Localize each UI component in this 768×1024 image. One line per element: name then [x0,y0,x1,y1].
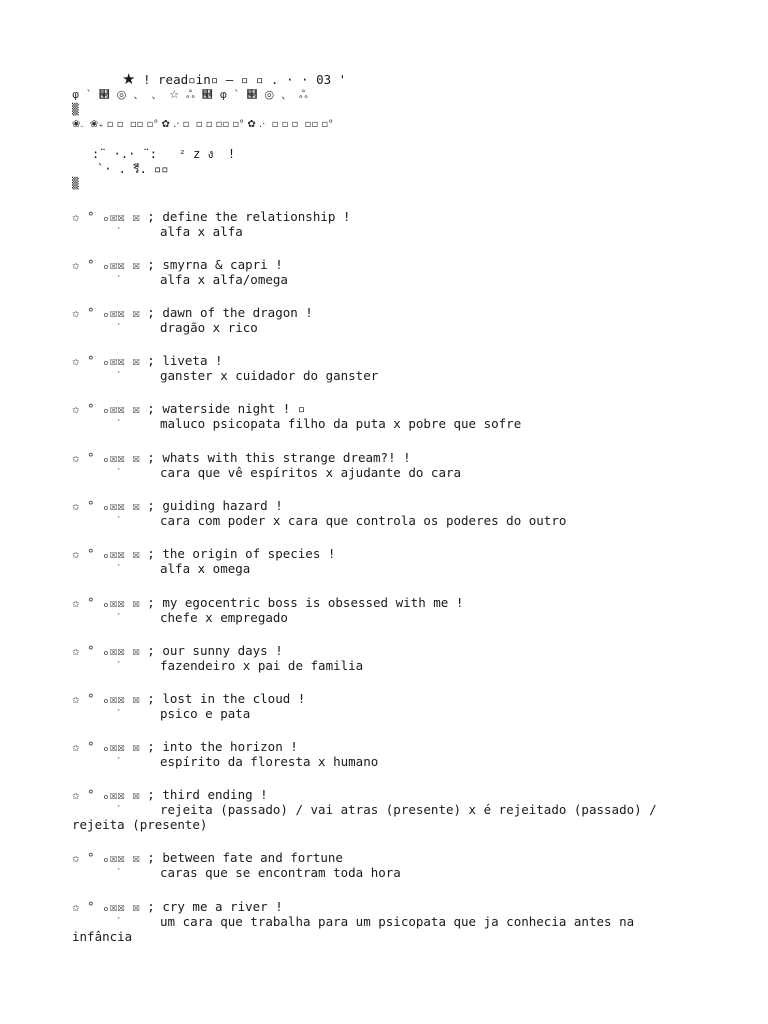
bullet-ornament: ✩ ° ₒ☒☒ ☒ [72,257,140,272]
list-item [72,353,712,383]
title-text: ! read▫in▫ — ▫ ▫ . · · 03 ' [142,72,347,87]
entry-title-line [72,595,712,610]
sub-dot: · [116,706,122,716]
bullet-ornament: ✩ ° ₒ☒☒ ☒ [72,643,140,658]
entry-subtitle-line [72,561,712,576]
entry-title: ; liveta ! [147,353,223,368]
sub-dot: · [116,561,122,571]
bullet-ornament: ✩ ° ₒ☒☒ ☒ [72,353,140,368]
list-item [72,498,712,528]
sub-dot: · [116,513,122,523]
entry-subtitle-line [72,706,712,721]
entry-subtitle-line [72,465,712,480]
entry-subtitle-line [72,865,712,880]
list-item [72,209,712,239]
entry-subtitle-line [72,914,712,929]
list-item [72,257,712,287]
entry-title-line [72,643,712,658]
decorative-symbol-row: φ ˋ ๢ ◎ 、 、 ☆ ஃ ๥ φ ˋ ๢ ◎ 、 ஃ [72,88,308,101]
entry-subtitle: maluco psicopata filho da puta x pobre que sofre [160,416,522,431]
entry-title-line [72,498,712,513]
bullet-ornament: ✩ ° ₒ☒☒ ☒ [72,739,140,754]
list-item [72,643,712,673]
entry-subtitle-line [72,320,712,335]
entry-subtitle: um cara que trabalha para um psicopata que ja conhecia antes na [160,914,635,929]
entry-subtitle: alfa x alfa [160,224,243,239]
entry-title-line [72,546,712,561]
entry-subtitle-line [72,272,712,287]
bullet-ornament: ✩ ° ₒ☒☒ ☒ [72,305,140,320]
bullet-ornament: ✩ ° ₒ☒☒ ☒ [72,401,140,416]
kaomoji-line-1: :¨ ·.· ¨: ᶻ z ง ! [92,147,236,161]
entry-subtitle-line [72,754,712,769]
bullet-ornament: ✩ ° ₒ☒☒ ☒ [72,899,140,914]
decorative-block: ▒ [72,103,79,116]
kaomoji-line-2: `· . รี. ▫▫ [97,162,169,176]
sub-dot: · [116,754,122,764]
entry-title: ; between fate and fortune [147,850,343,865]
list-item [72,595,712,625]
bullet-ornament: ✩ ° ₒ☒☒ ☒ [72,546,140,561]
entry-subtitle: cara com poder x cara que controla os poderes do outro [160,513,567,528]
bullet-ornament: ✩ ° ₒ☒☒ ☒ [72,787,140,802]
bullet-ornament: ✩ ° ₒ☒☒ ☒ [72,450,140,465]
list-item [72,899,712,944]
entry-title: ; into the horizon ! [147,739,298,754]
bullet-ornament: ✩ ° ₒ☒☒ ☒ [72,691,140,706]
entry-title: ; my egocentric boss is obsessed with me ! [147,595,464,610]
entry-subtitle-line [72,610,712,625]
entry-subtitle: ganster x cuidador do ganster [160,368,379,383]
entry-subtitle: cara que vê espíritos x ajudante do cara [160,465,462,480]
entry-title: ; whats with this strange dream?! ! [147,450,411,465]
entry-title-line [72,401,712,416]
entry-title: ; guiding hazard ! [147,498,283,513]
entry-title-line [72,691,712,706]
entry-title: ; waterside night ! ▫ [147,401,306,416]
entry-title: ; cry me a river ! [147,899,283,914]
list-item [72,739,712,769]
entry-subtitle: caras que se encontram toda hora [160,865,401,880]
entry-subtitle: espírito da floresta x humano [160,754,379,769]
entry-title-line [72,850,712,865]
list-item [72,691,712,721]
entry-title-line [72,739,712,754]
entry-subtitle: alfa x alfa/omega [160,272,288,287]
list-item [72,401,712,431]
sub-dot: · [116,416,122,426]
sub-dot: · [116,610,122,620]
decorative-block: ▒ [72,177,79,190]
bullet-ornament: ✩ ° ₒ☒☒ ☒ [72,595,140,610]
entry-subtitle-line [72,802,712,817]
entry-subtitle-line [72,368,712,383]
entry-title: ; smyrna & capri ! [147,257,283,272]
entry-title-line [72,353,712,368]
entry-title-line [72,450,712,465]
entry-title: ; dawn of the dragon ! [147,305,313,320]
page-title [122,72,346,87]
sub-dot: · [116,914,122,924]
list-item [72,787,712,832]
entry-subtitle: dragão x rico [160,320,258,335]
entry-subtitle-line [72,416,712,431]
entry-subtitle: psico e pata [160,706,251,721]
list-item [72,850,712,880]
sub-dot: · [116,320,122,330]
sub-dot: · [116,368,122,378]
entry-title-line [72,899,712,914]
bullet-ornament: ✩ ° ₒ☒☒ ☒ [72,850,140,865]
entry-subtitle-continuation: rejeita (presente) [72,817,208,832]
entry-title-line [72,257,712,272]
sub-dot: · [116,272,122,282]
sub-dot: · [116,465,122,475]
entry-subtitle-continuation: infância [72,929,133,944]
list-item [72,546,712,576]
bullet-ornament: ✩ ° ₒ☒☒ ☒ [72,209,140,224]
entry-title: ; define the relationship ! [147,209,351,224]
sub-dot: · [116,865,122,875]
entry-title-line [72,305,712,320]
sub-dot: · [116,802,122,812]
entry-subtitle: alfa x omega [160,561,251,576]
entry-title-line [72,787,712,802]
sub-dot: · [116,224,122,234]
decorative-flower-row: ❀. ❀₊ ▫ ▫ ▫▫ ▫° ✿ .· ▫ ▫ ▫ ▫▫ ▫° ✿ .· ▫ ▫ ▫ ▫▫ ▫° [72,119,334,130]
entry-subtitle-line [72,658,712,673]
entry-title: ; lost in the cloud ! [147,691,306,706]
entry-title-line [72,209,712,224]
entry-subtitle: fazendeiro x pai de familia [160,658,364,673]
bullet-ornament: ✩ ° ₒ☒☒ ☒ [72,498,140,513]
entry-title: ; the origin of species ! [147,546,336,561]
entry-subtitle-line [72,513,712,528]
entry-title: ; third ending ! [147,787,268,802]
sub-dot: · [116,658,122,668]
entry-subtitle: chefe x empregado [160,610,288,625]
star-icon: ★ [122,70,136,88]
entry-subtitle: rejeita (passado) / vai atras (presente) x é rejeitado (passado) / [160,802,657,817]
list-item [72,305,712,335]
entry-subtitle-line [72,224,712,239]
list-item [72,450,712,480]
entry-title: ; our sunny days ! [147,643,283,658]
